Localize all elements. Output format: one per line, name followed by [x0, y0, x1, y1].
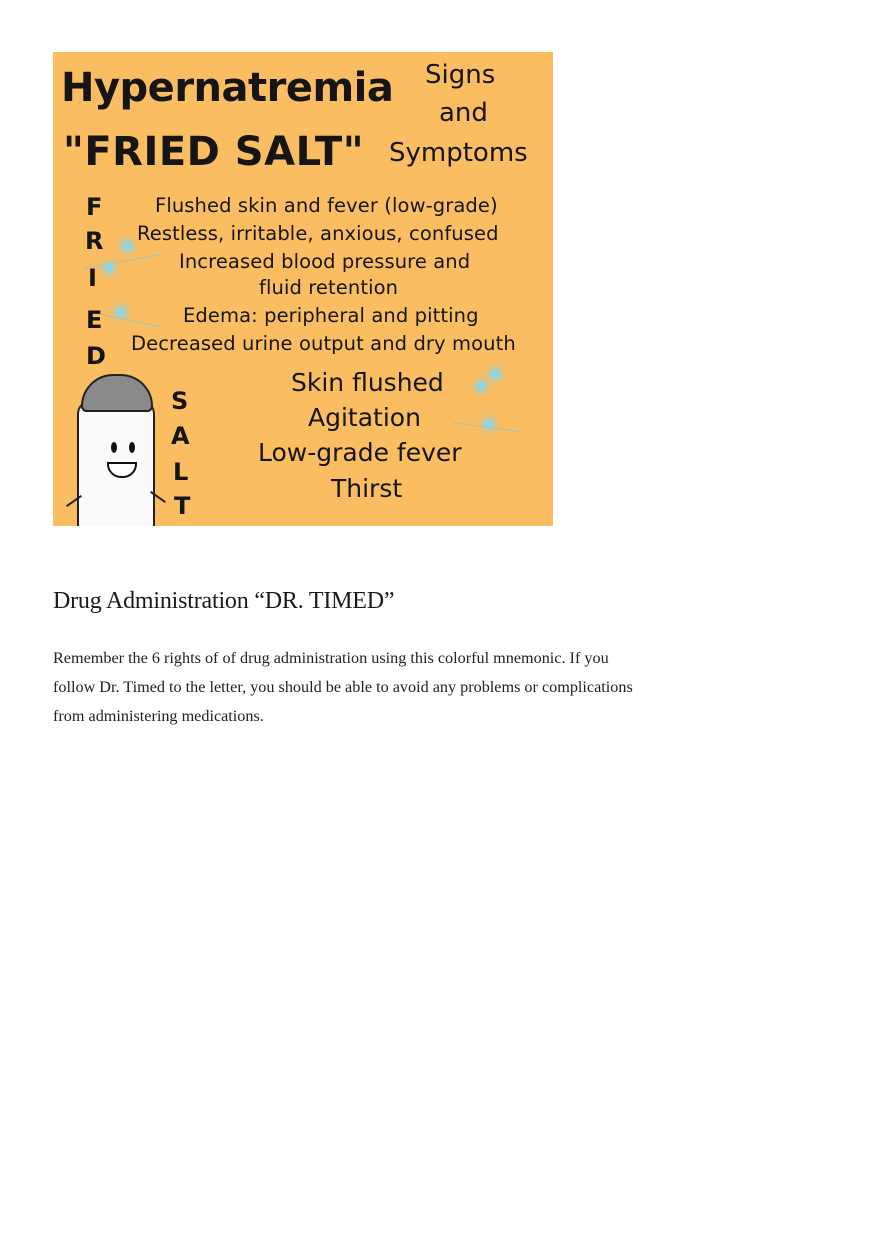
salt-item-a: Agitation	[308, 403, 421, 432]
salt-item-l: Low-grade fever	[258, 438, 462, 467]
salt-shaker-right-eye	[129, 442, 135, 453]
salt-shaker-left-eye	[111, 442, 117, 453]
sparkle-icon	[485, 420, 493, 428]
sparkle-icon	[491, 370, 499, 378]
paragraph-line: Remember the 6 rights of of drug administration using this colorful mnemonic. If you	[53, 649, 609, 667]
fried-item-i: Increased blood pressure and	[179, 250, 471, 273]
image-title: Hypernatremia	[61, 65, 394, 111]
signs-label: Signs	[425, 60, 496, 90]
paragraph-line: follow Dr. Timed to the letter, you should be able to avoid any problems or complications	[53, 678, 633, 696]
sparkle-icon	[117, 308, 125, 316]
fried-letter-r: R	[85, 227, 104, 255]
salt-item-s: Skin flushed	[291, 368, 444, 397]
section-heading: Drug Administration “DR. TIMED”	[53, 588, 395, 614]
salt-letter-s: S	[171, 387, 189, 415]
fried-letter-i: I	[88, 264, 97, 292]
fried-item-d: Decreased urine output and dry mouth	[131, 332, 516, 355]
image-subtitle: "FRIED SALT"	[63, 129, 365, 175]
sparkle-icon	[105, 264, 113, 272]
salt-letter-t: T	[174, 492, 191, 520]
and-label: and	[439, 98, 488, 128]
body-paragraph	[53, 644, 693, 731]
symptoms-label: Symptoms	[389, 138, 528, 168]
hypernatremia-mnemonic-image	[53, 52, 553, 526]
salt-letter-a: A	[171, 422, 190, 450]
fried-item-e: Edema: peripheral and pitting	[183, 304, 479, 327]
fried-letter-f: F	[86, 193, 103, 221]
salt-item-t: Thirst	[331, 474, 403, 503]
fried-item-r: Restless, irritable, anxious, confused	[137, 222, 499, 245]
fried-item-i-continuation: fluid retention	[259, 276, 399, 299]
fried-letter-e: E	[86, 306, 103, 334]
salt-letter-l: L	[173, 458, 189, 486]
fried-item-f: Flushed skin and fever (low-grade)	[155, 194, 498, 217]
salt-shaker-cap	[81, 374, 153, 412]
sparkle-ray	[93, 312, 162, 328]
fried-letter-d: D	[86, 342, 106, 370]
sparkle-icon	[123, 242, 131, 250]
sparkle-icon	[477, 382, 485, 390]
paragraph-line: from administering medications.	[53, 707, 264, 725]
